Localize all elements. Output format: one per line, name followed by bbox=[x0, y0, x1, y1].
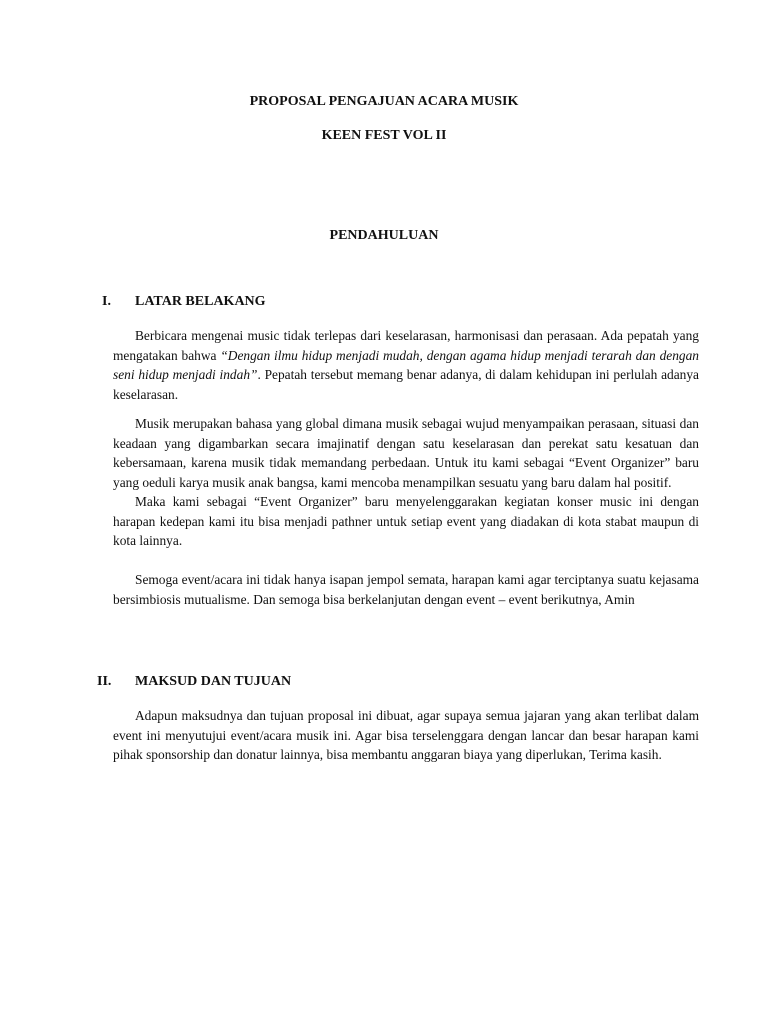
section-2-paragraph-1: Adapun maksudnya dan tujuan proposal ini dibuat, agar supaya semua jajaran yang akan terlibat dalam event ini menyutujui event/acara musik ini. Agar bisa terselenggara dengan lancar dan besar harapan kami pihak sponsorship dan donatur lainnya, bisa membantu anggaran biaya yang diperlukan, Terima kasih. bbox=[113, 708, 699, 762]
section-1-paragraph-2: Musik merupakan bahasa yang global dimana musik sebagai wujud menyampaikan perasaan, situasi dan keadaan yang digambarkan secara imajinatif dengan satu keselarasan dan perekat satu kesatuan dan kebersamaan, karena musik tidak memandang perbedaan. Untuk itu kami sebagai “Event Organizer” baru yang oeduli karya musik anak bangsa, kami mencoba menampilkan sesuatu yang baru dalam hal positif. bbox=[113, 416, 699, 490]
section-1-paragraph-3: Maka kami sebagai “Event Organizer” baru menyelenggarakan kegiatan konser music ini dengan harapan kedepan kami itu bisa menjadi pathner untuk setiap event yang diadakan di kota stabat maupun di kota lainnya. bbox=[113, 494, 699, 548]
paragraph-text: . Pepatah tersebut memang benar adanya, di dalam kehidupan ini perlulah adanya keselarasan. bbox=[113, 367, 699, 402]
document-title: PROPOSAL PENGAJUAN ACARA MUSIK bbox=[249, 94, 519, 109]
quote-text: “Dengan ilmu hidup menjadi mudah, dengan agama hidup menjadi terarah dan dengan seni hidup menjadi indah” bbox=[113, 347, 699, 382]
section-1-heading: LATAR BELAKANG bbox=[135, 294, 266, 309]
section-1-paragraph-4: Semoga event/acara ini tidak hanya isapan jempol semata, harapan kami agar terciptanya suatu kejasama bersimbiosis mutualisme. Dan semoga bisa berkelanjutan dengan event – event berikutnya, Amin bbox=[113, 572, 699, 607]
section-1-number: I. bbox=[102, 294, 111, 309]
intro-heading: PENDAHULUAN bbox=[329, 228, 439, 243]
paragraph-text: Berbicara mengenai music tidak terlepas dari keselarasan, harmonisasi dan perasaan. Ada pepatah yang mengatakan bahwa bbox=[113, 328, 699, 363]
section-2-heading: MAKSUD DAN TUJUAN bbox=[135, 674, 292, 689]
section-1-paragraph-1 bbox=[113, 326, 699, 404]
section-2-number: II. bbox=[97, 674, 112, 689]
document-subtitle: KEEN FEST VOL II bbox=[321, 128, 447, 143]
